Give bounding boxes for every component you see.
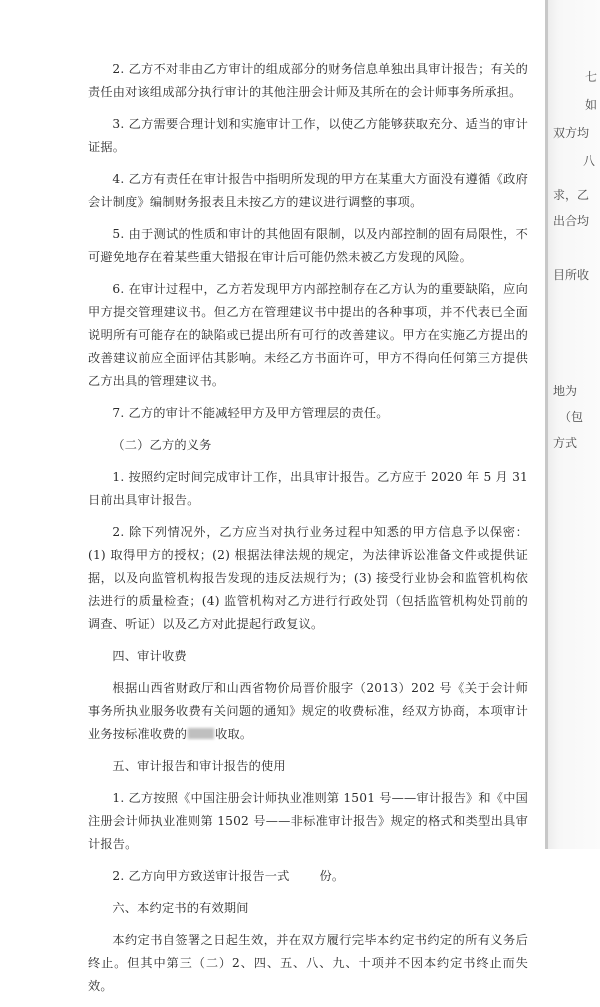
edge-fragment: （包 (559, 410, 584, 424)
duty-2: 2. 除下列情况外，乙方应当对执行业务过程中知悉的甲方信息予以保密：(1) 取得甲方的授权；(2) 根据法律法规的规定，为法律诉讼准备文件或提供证据，以及向监管机构报告发现的违反法规行为；(3) 接受行业协会和监管机构依法进行的质量检查；(4) 监管机构对乙方进行行政处罚（包括监管机构处罚前的调查、听证）以及乙方对此提起行政复议。 (88, 525, 528, 631)
clause-4: 4. 乙方有责任在审计报告中指明所发现的甲方在某重大方面没有遵循《政府会计制度》编制财务报表且未按乙方的建议进行调整的事项。 (88, 172, 528, 209)
section-heading-duties: （二）乙方的义务 (112, 438, 212, 452)
edge-fragment: 目所收 (553, 268, 590, 282)
clause-2: 2. 乙方不对非由乙方审计的组成部分的财务信息单独出具审计报告；有关的责任由对该组成部分执行审计的其他注册会计师及其所在的会计师事务所承担。 (88, 62, 528, 99)
edge-fragment: 地为 (553, 384, 578, 398)
clause-7: 7. 乙方的审计不能减轻甲方及甲方管理层的责任。 (112, 406, 389, 420)
clause-5: 5. 由于测试的性质和审计的其他固有限制，以及内部控制的固有局限性，不可避免地存在着某些重大错报在审计后可能仍然未被乙方发现的风险。 (88, 227, 528, 264)
edge-fragment: 七 (585, 70, 598, 84)
page-fold-shadow (545, 0, 548, 849)
section-heading-validity: 六、本约定书的有效期间 (112, 901, 249, 915)
clause-3: 3. 乙方需要合理计划和实施审计工作，以使乙方能够获取充分、适当的审计证据。 (88, 117, 528, 154)
edge-fragment: 求，乙 (553, 188, 590, 202)
report-1: 1. 乙方按照《中国注册会计师执业准则第 1501 号——审计报告》和《中国注册会计师执业准则第 1502 号——非标准审计报告》规定的格式和类型出具审计报告。 (88, 791, 528, 851)
fee-text-before: 根据山西省财政厅和山西省物价局晋价服字（2013）202 号《关于会计师事务所执业服务收费有关问题的通知》规定的收费标准，经双方协商，本项审计业务按标准收费的 (88, 681, 528, 741)
contract-body (88, 58, 528, 1007)
edge-fragment: 双方均 (553, 126, 590, 140)
validity-clause: 本约定书自签署之日起生效，并在双方履行完毕本约定书约定的所有义务后终止。但其中第三（二）2、四、五、八、九、十项并不因本约定书终止而失效。 (88, 933, 528, 993)
report-2-after: 份。 (319, 869, 345, 883)
edge-fragment: 八 (583, 154, 596, 168)
report-2 (88, 865, 528, 888)
edge-fragment: 方式 (553, 436, 578, 450)
duty-1: 1. 按照约定时间完成审计工作，出具审计报告。乙方应于 2020 年 5 月 31 日前出具审计报告。 (88, 470, 528, 507)
next-page-edge (545, 0, 600, 849)
redacted-fee (188, 728, 214, 739)
clause-6: 6. 在审计过程中，乙方若发现甲方内部控制存在乙方认为的重要缺陷，应向甲方提交管理建议书。但乙方在管理建议书中提出的各种事项，并不代表已全面说明所有可能存在的缺陷或已提出所有可行的改善建议。甲方在实施乙方提出的改善建议前应全面评估其影响。未经乙方书面许可，甲方不得向任何第三方提供乙方出具的管理建议书。 (88, 282, 528, 388)
section-heading-fee: 四、审计收费 (112, 649, 187, 663)
report-2-before: 2. 乙方向甲方致送审计报告一式 (112, 869, 290, 883)
edge-fragment: 如 (585, 98, 598, 112)
fee-text-after: 收取。 (215, 727, 253, 741)
section-heading-report: 五、审计报告和审计报告的使用 (112, 759, 286, 773)
fee-clause (88, 677, 528, 746)
edge-fragment: 出合均 (553, 214, 590, 228)
